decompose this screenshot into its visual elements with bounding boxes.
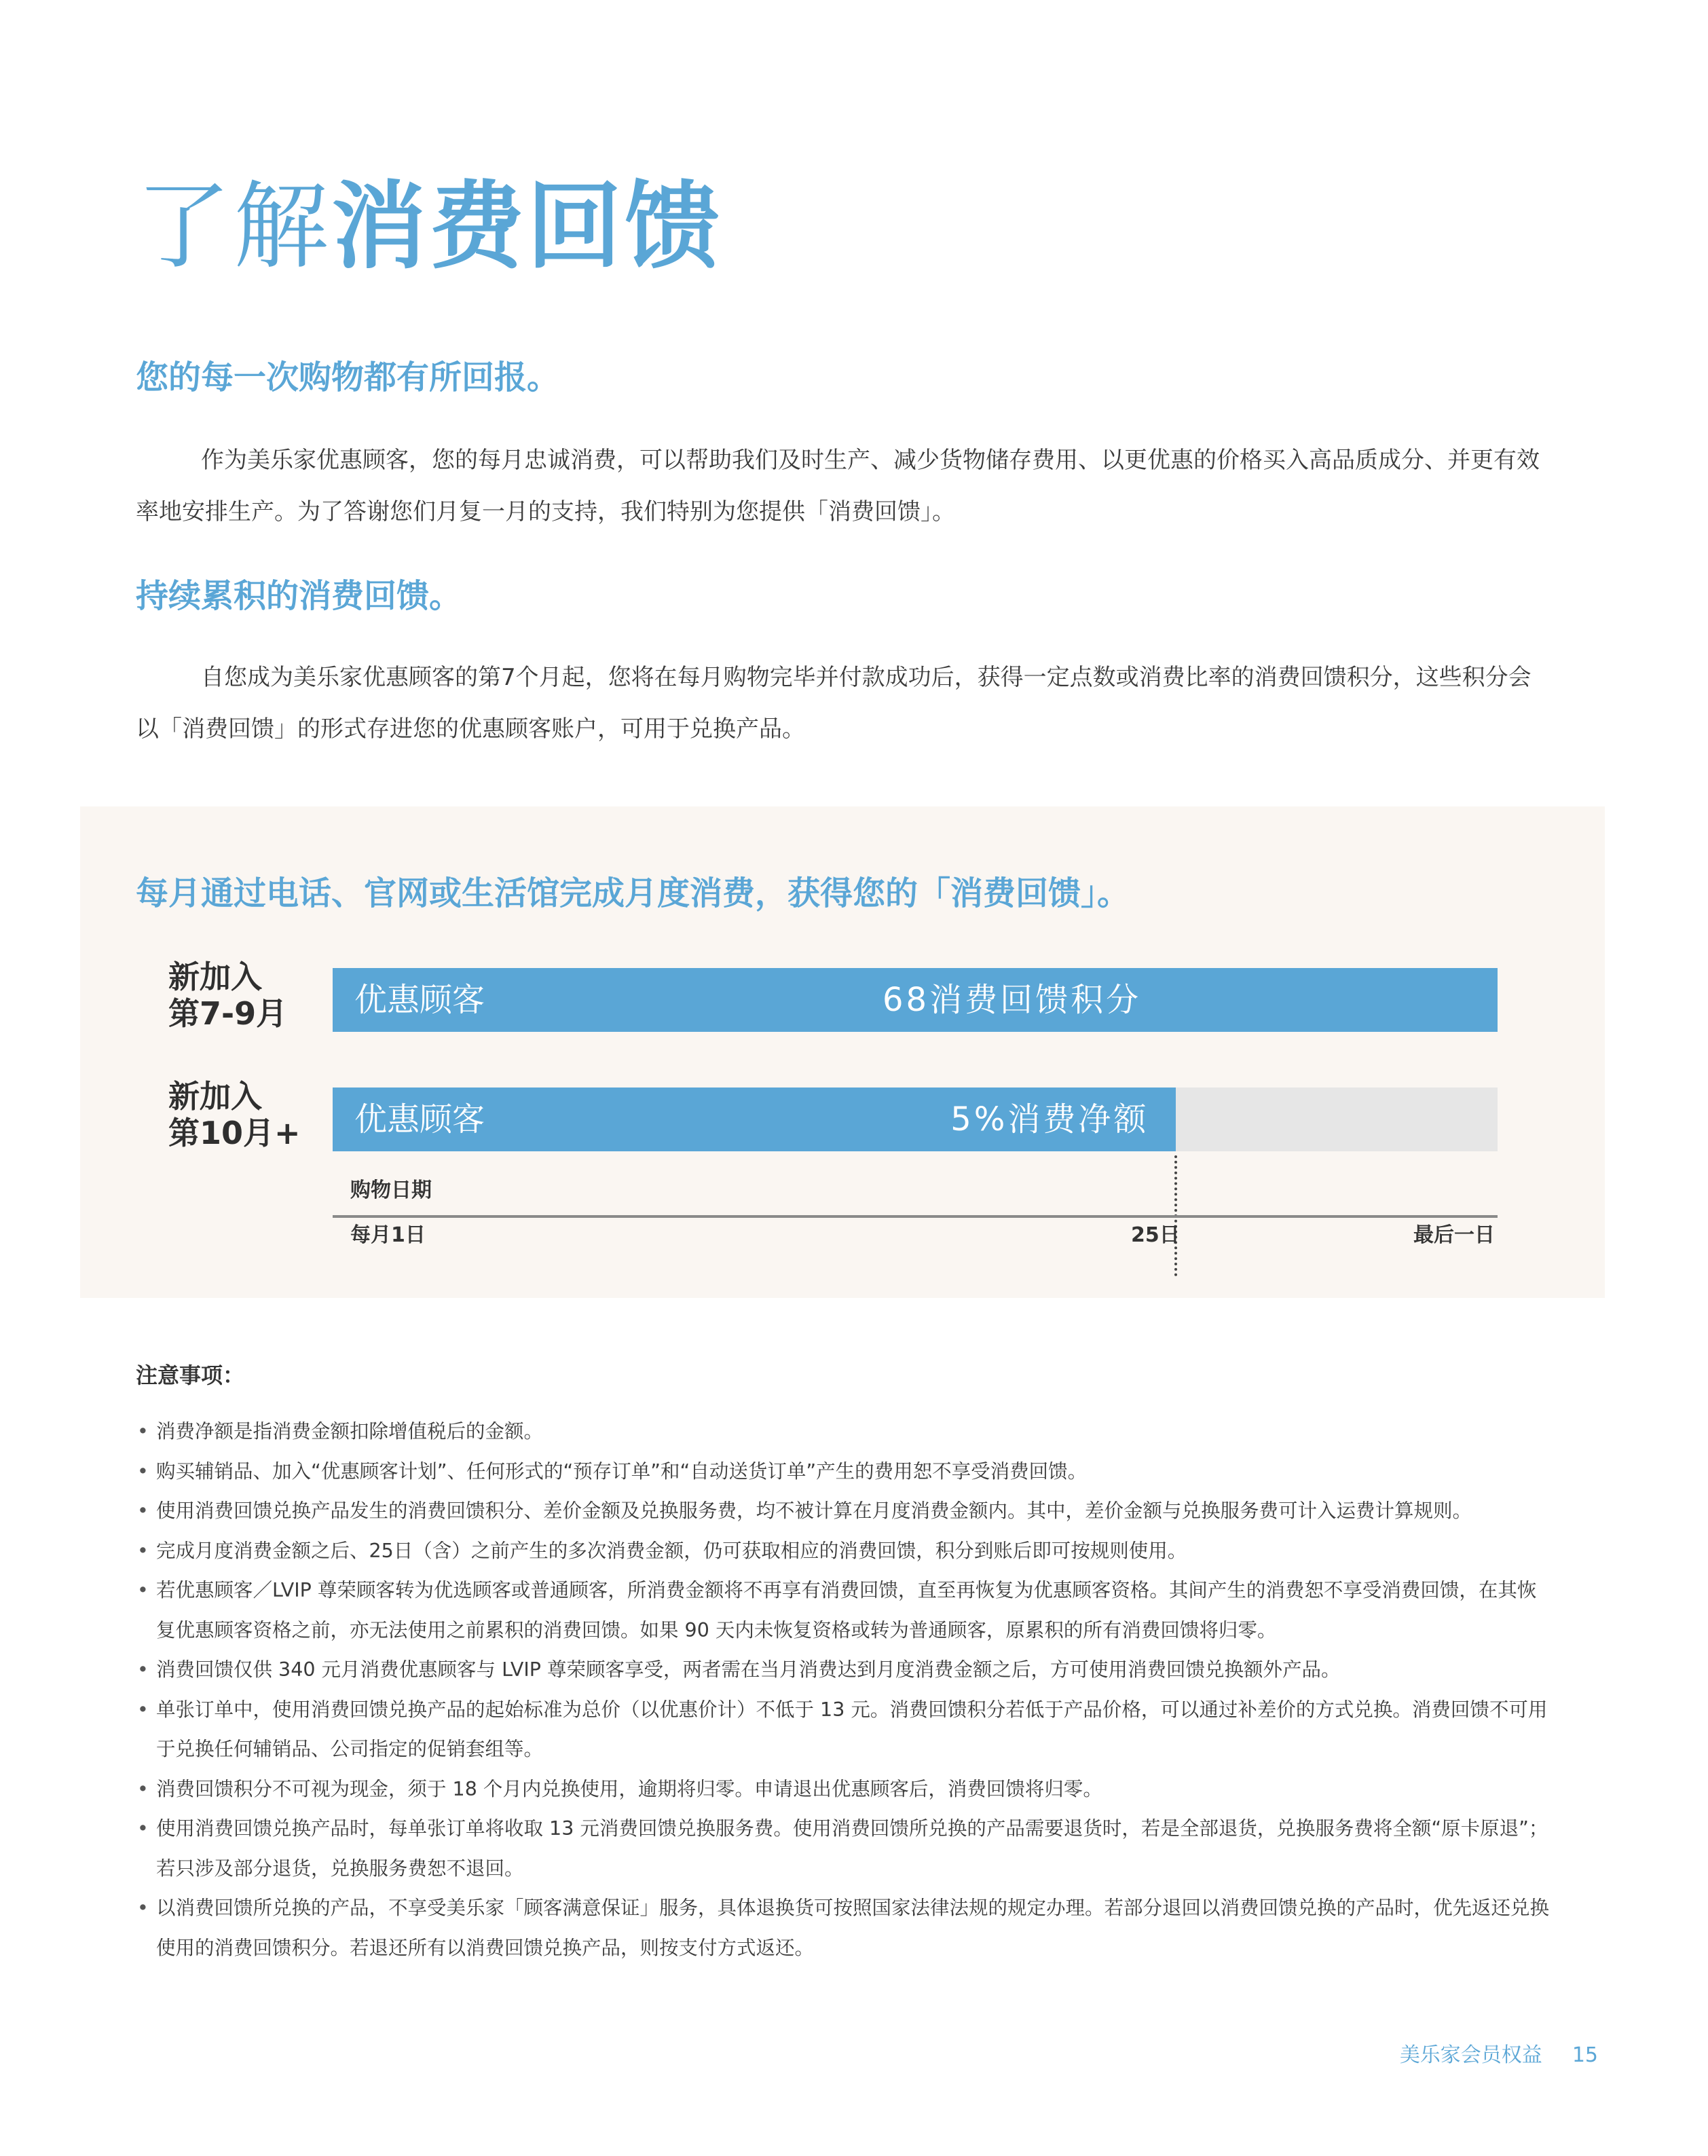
note-item: • 完成月度消费金额之后、25日（含）之前产生的多次消费金额，仍可获取相应的消费回馈，积分到账后即可按规则使用。 <box>136 1531 1555 1572</box>
notes-list <box>136 1412 1555 1968</box>
row-2-bar <box>333 1088 1176 1151</box>
notes-title: 注意事项： <box>136 1362 245 1388</box>
timeline-axis <box>333 1215 1498 1218</box>
axis-end-label: 最后一日 <box>1413 1223 1495 1247</box>
footer-label: 美乐家会员权益 <box>1399 2043 1542 2067</box>
title-light: 了解 <box>136 172 332 282</box>
row-1-bar-value: 68消费回馈积分 <box>883 981 1142 1019</box>
section2-paragraph: 自您成为美乐家优惠顾客的第7个月起，您将在每月购物完毕并付款成功后，获得一定点数或消费比率的消费回馈积分，这些积分会以「消费回馈」的形式存进您的优惠顾客账户，可用于兑换产品。 <box>136 664 1531 743</box>
note-item: • 使用消费回馈兑换产品时，每单张订单将收取 13 元消费回馈兑换服务费。使用消费回馈所兑换的产品需要退货时，若是全部退货，兑换服务费将全额“原卡原退”；若只涉及部分退货，兑换服务费恕不退回。 <box>136 1809 1555 1889</box>
row-1-bar-name: 优惠顾客 <box>354 981 485 1019</box>
row-1-bar <box>333 968 1498 1032</box>
note-item: • 使用消费回馈兑换产品发生的消费回馈积分、差价金额及兑换服务费，均不被计算在月度消费金额内。其中，差价金额与兑换服务费可计入运费计算规则。 <box>136 1491 1555 1531</box>
row-2-label-line2: 第10月+ <box>168 1115 301 1151</box>
axis-title: 购物日期 <box>350 1178 432 1202</box>
section1-heading: 您的每一次购物都有所回报。 <box>136 358 560 396</box>
note-item: • 单张订单中，使用消费回馈兑换产品的起始标准为总价（以优惠价计）不低于 13 元。消费回馈积分若低于产品价格，可以通过补差价的方式兑换。消费回馈不可用于兑换任何辅销品、公司指定的促销套组等。 <box>136 1690 1555 1770</box>
row-1-label-line1: 新加入 <box>168 959 262 995</box>
note-item: • 消费回馈仅供 340 元月消费优惠顾客与 LVIP 尊荣顾客享受，两者需在当月消费达到月度消费金额之后，方可使用消费回馈兑换额外产品。 <box>136 1650 1555 1690</box>
note-item: • 消费回馈积分不可视为现金，须于 18 个月内兑换使用，逾期将归零。申请退出优惠顾客后，消费回馈将归零。 <box>136 1770 1555 1810</box>
row-2-label <box>168 1078 331 1151</box>
note-item: • 以消费回馈所兑换的产品，不享受美乐家「顾客满意保证」服务，具体退换货可按照国家法律法规的规定办理。若部分退回以消费回馈兑换的产品时，优先返还兑换使用的消费回馈积分。若退还所有以消费回馈兑换产品，则按支付方式返还。 <box>136 1889 1555 1968</box>
axis-start-label: 每月1日 <box>350 1223 426 1247</box>
row-1-bar-track <box>333 968 1498 1032</box>
row-2-label-line1: 新加入 <box>168 1078 262 1115</box>
note-item: • 购买辅销品、加入“优惠顾客计划”、任何形式的“预存订单”和“自动送货订单”产生的费用恕不享受消费回馈。 <box>136 1452 1555 1492</box>
row-2-bar-track <box>333 1088 1498 1151</box>
page-title <box>136 170 722 285</box>
title-bold: 消费回馈 <box>331 172 723 282</box>
section2-heading: 持续累积的消费回馈。 <box>136 577 462 615</box>
row-2-bar-name: 优惠顾客 <box>354 1100 485 1138</box>
note-item: • 若优惠顾客／LVIP 尊荣顾客转为优选顾客或普通顾客，所消费金额将不再享有消费回馈，直至再恢复为优惠顾客资格。其间产生的消费恕不享受消费回馈，在其恢复优惠顾客资格之前，亦无法使用之前累积的消费回馈。如果 90 天内未恢复资格或转为普通顾客，原累积的所有消费回馈将归零。 <box>136 1571 1555 1650</box>
note-item: • 消费净额是指消费金额扣除增值税后的金额。 <box>136 1412 1555 1452</box>
page-number: 15 <box>1572 2043 1598 2067</box>
axis-cutoff-label: 25日 <box>1131 1223 1180 1247</box>
row-1-label <box>168 959 331 1032</box>
panel-title: 每月通过电话、官网或生活馆完成月度消费，获得您的「消费回馈」。 <box>136 874 1130 912</box>
page-footer <box>1400 2042 1598 2069</box>
section1-paragraph: 作为美乐家优惠顾客，您的每月忠诚消费，可以帮助我们及时生产、减少货物储存费用、以更优惠的价格买入高品质成分、并更有效率地安排生产。为了答谢您们月复一月的支持，我们特别为您提供「消费回馈」。 <box>136 447 1540 525</box>
rebate-panel <box>80 806 1605 1298</box>
row-2-bar-value: 5%消费净额 <box>950 1100 1149 1138</box>
row-1-label-line2: 第7-9月 <box>168 995 288 1032</box>
